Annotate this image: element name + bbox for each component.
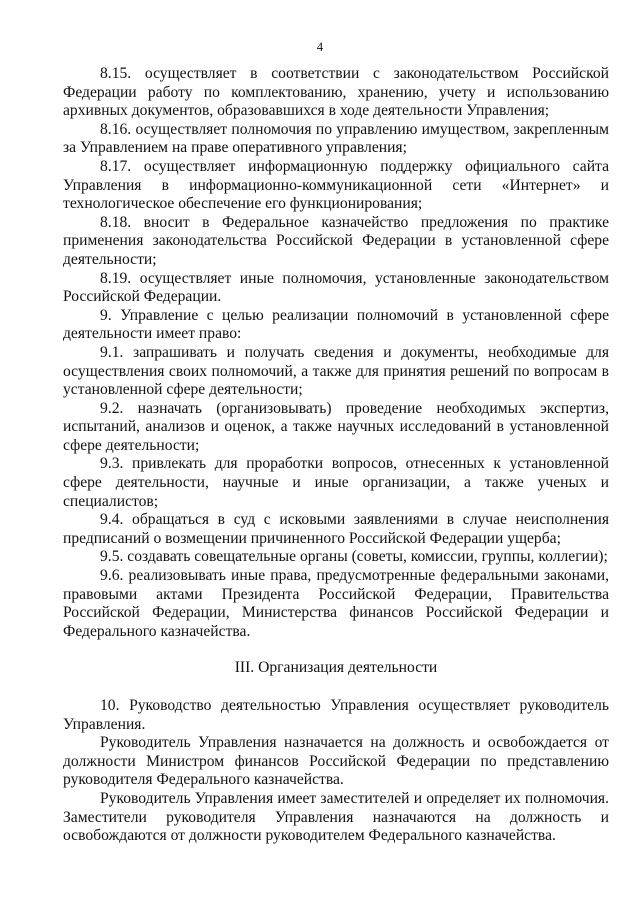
- paragraph-9-3: 9.3. привлекать для проработки вопросов, отнесенных к установленной сфере деятельности, научные и иные организации, а также ученых и специалистов;: [63, 455, 609, 510]
- paragraph-9-5: 9.5. создавать совещательные органы (советы, комиссии, группы, коллегии);: [100, 548, 608, 566]
- paragraph-9-6: 9.6. реализовывать иные права, предусмотренные федеральными законами, правовыми актами Президента Российской Федерации, Правительства Российской Федерации, Министерства финансов Российской Федерации и Федерального казначейства.: [63, 567, 609, 640]
- paragraph-8-17: 8.17. осуществляет информационную поддержку официального сайта Управления в информационно-коммуникационной сети «Интернет» и технологическое обеспечение его функционирования;: [63, 157, 609, 213]
- paragraph-8-18: 8.18. вносит в Федеральное казначейство предложения по практике применения законодательства Российской Федерации в установленной сфере деятельности;: [63, 213, 609, 268]
- paragraph-head-appointment: Руководитель Управления назначается на должность и освобождается от должности Министром финансов Российской Федерации по представлению руководителя Федерального казначейства.: [63, 734, 609, 789]
- paragraph-deputies: Руководитель Управления имеет заместителей и определяет их полномочия. Заместители руководителя Управления назначаются на должность и освобождаются от должности руководителем Федерального казначейства.: [63, 789, 609, 845]
- paragraph-9-4: 9.4. обращаться в суд с исковыми заявлениями в случае неисполнения предписаний о возмещении причиненного Российской Федерации ущерба;: [63, 511, 609, 547]
- paragraph-9-1: 9.1. запрашивать и получать сведения и документы, необходимые для осуществления своих полномочий, а также для принятия решений по вопросам в установленной сфере деятельности;: [63, 343, 609, 399]
- section-heading: III. Организация деятельности: [234, 659, 438, 677]
- paragraph-8-15: 8.15. осуществляет в соответствии с законодательством Российской Федерации работу по комплектованию, хранению, учету и использованию архивных документов, образовавшихся в ходе деятельности Управления;: [63, 65, 609, 120]
- paragraph-8-16: 8.16. осуществляет полномочия по управлению имуществом, закрепленным за Управлением на праве оперативного управления;: [63, 120, 609, 157]
- page-number: 4: [316, 40, 324, 54]
- paragraph-8-19: 8.19. осуществляет иные полномочия, установленные законодательством Российской Федерации.: [63, 269, 609, 306]
- paragraph-9: 9. Управление с целью реализации полномочий в установленной сфере деятельности имеет право:: [63, 306, 609, 343]
- paragraph-10: 10. Руководство деятельностью Управления осуществляет руководитель Управления.: [63, 697, 609, 733]
- paragraph-9-2: 9.2. назначать (организовывать) проведение необходимых экспертиз, испытаний, анализов и оценок, а также научных исследований в установленной сфере деятельности;: [63, 399, 609, 454]
- document-body: [63, 65, 609, 846]
